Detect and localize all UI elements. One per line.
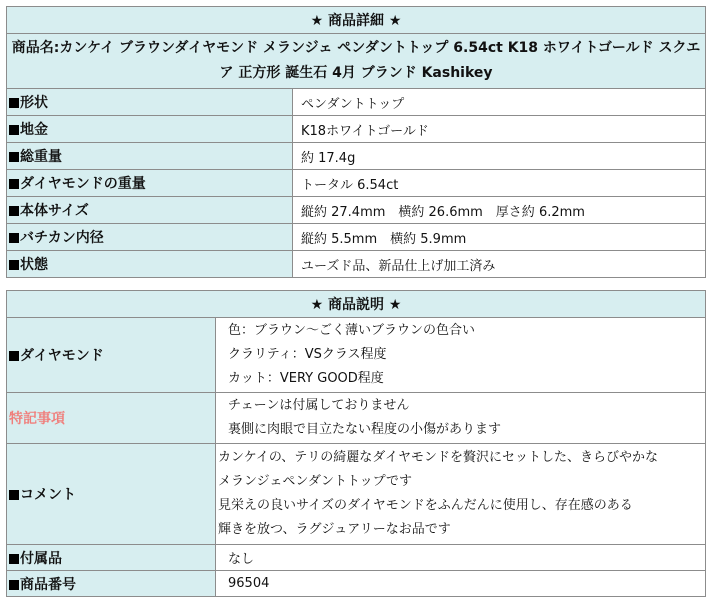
item-number-label: 商品番号 bbox=[7, 571, 216, 597]
notes-details bbox=[216, 393, 706, 444]
square-bullet-icon bbox=[9, 554, 19, 564]
square-bullet-icon bbox=[9, 206, 19, 216]
diamond-label: ダイヤモンド bbox=[7, 318, 216, 393]
bail-size-value: 縦約 5.5mm 横約 5.9mm bbox=[293, 224, 706, 251]
square-bullet-icon bbox=[9, 98, 19, 108]
product-name: 商品名:カンケイ ブラウンダイヤモンド メランジェ ペンダントトップ 6.54ct K18 ホワイトゴールド スクエア 正方形 誕生石 4月 ブランド Kashikey bbox=[7, 34, 706, 89]
metal-value: K18ホワイトゴールド bbox=[293, 116, 706, 143]
square-bullet-icon bbox=[9, 260, 19, 270]
square-bullet-icon bbox=[9, 152, 19, 162]
product-description-table bbox=[6, 290, 706, 597]
condition-value: ユーズド品、新品仕上げ加工済み bbox=[293, 251, 706, 278]
shape-label: 形状 bbox=[7, 89, 293, 116]
metal-label: 地金 bbox=[7, 116, 293, 143]
accessories-value: なし bbox=[216, 545, 706, 571]
comment-details bbox=[216, 444, 706, 545]
comment-line: 輝きを放つ、ラグジュアリーなお品です bbox=[218, 522, 451, 537]
description-header: ★ 商品説明 ★ bbox=[7, 291, 706, 318]
bail-size-label: バチカン内径 bbox=[7, 224, 293, 251]
square-bullet-icon bbox=[9, 580, 19, 590]
diamond-clarity-line: クラリティ：VSクラス程度 bbox=[228, 347, 387, 362]
square-bullet-icon bbox=[9, 125, 19, 135]
square-bullet-icon bbox=[9, 179, 19, 189]
comment-line: メランジェペンダントトップです bbox=[218, 474, 413, 489]
square-bullet-icon bbox=[9, 233, 19, 243]
notes-line: 裏側に肉眼で目立たない程度の小傷があります bbox=[228, 422, 502, 437]
comment-line: 見栄えの良いサイズのダイヤモンドをふんだんに使用し、存在感のある bbox=[218, 498, 633, 513]
diamond-color-line: 色：ブラウン～ごく薄いブラウンの色合い bbox=[228, 323, 476, 338]
shape-value: ペンダントトップ bbox=[293, 89, 706, 116]
body-size-label: 本体サイズ bbox=[7, 197, 293, 224]
accessories-label: 付属品 bbox=[7, 545, 216, 571]
body-size-value: 縦約 27.4mm 横約 26.6mm 厚さ約 6.2mm bbox=[293, 197, 706, 224]
diamond-weight-value: トータル 6.54ct bbox=[293, 170, 706, 197]
diamond-weight-label: ダイヤモンドの重量 bbox=[7, 170, 293, 197]
product-details-table bbox=[6, 6, 706, 278]
comment-line: カンケイの、テリの綺麗なダイヤモンドを贅沢にセットした、きらびやかな bbox=[218, 450, 659, 465]
notes-line: チェーンは付属しておりません bbox=[228, 398, 410, 413]
details-header: ★ 商品詳細 ★ bbox=[7, 7, 706, 34]
square-bullet-icon bbox=[9, 351, 19, 361]
square-bullet-icon bbox=[9, 490, 19, 500]
total-weight-value: 約 17.4g bbox=[293, 143, 706, 170]
comment-label: コメント bbox=[7, 444, 216, 545]
notes-label: 特記事項 bbox=[7, 393, 216, 444]
diamond-cut-line: カット：VERY GOOD程度 bbox=[228, 371, 384, 386]
diamond-details bbox=[216, 318, 706, 393]
item-number-value: 96504 bbox=[216, 571, 706, 597]
total-weight-label: 総重量 bbox=[7, 143, 293, 170]
condition-label: 状態 bbox=[7, 251, 293, 278]
